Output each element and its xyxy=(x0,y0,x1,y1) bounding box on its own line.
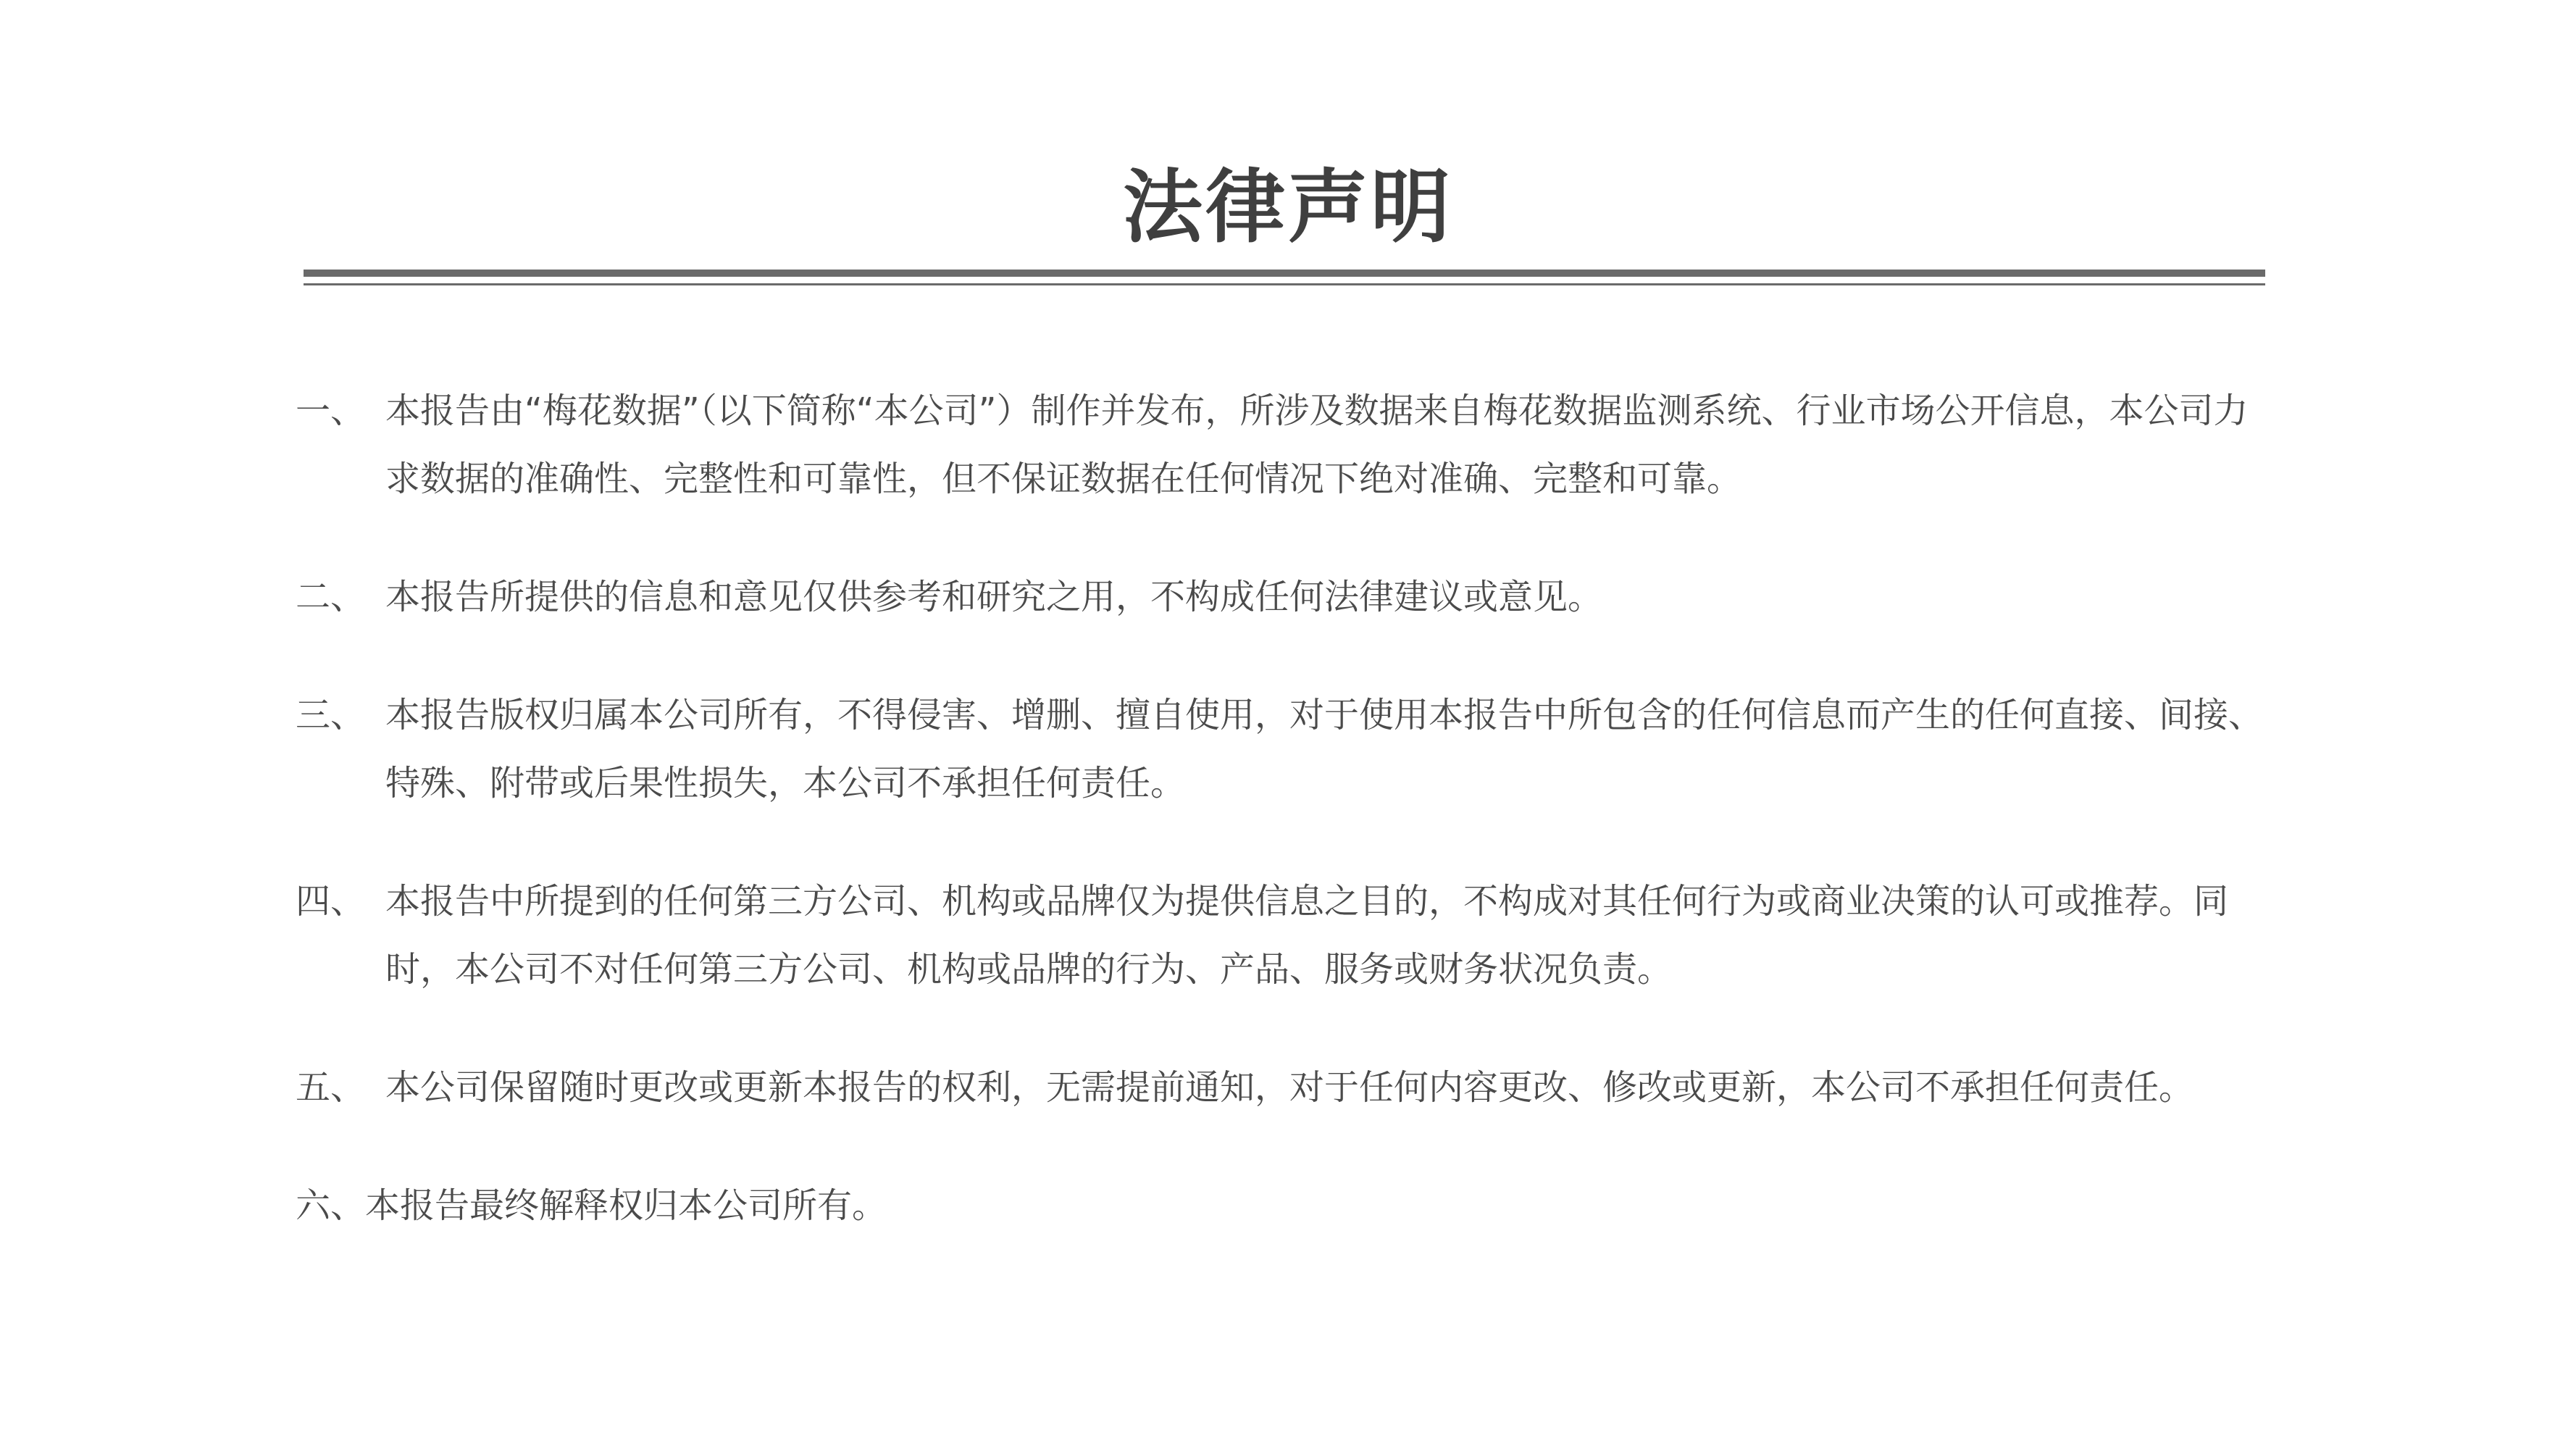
clause-text: 本报告最终解释权归本公司所有。 xyxy=(365,1185,887,1226)
clause-text: 本公司保留随时更改或更新本报告的权利，无需提前通知，对于任何内容更改、修改或更新，本公司不承担任何责任。 xyxy=(385,1067,2194,1108)
clause-text: 本报告所提供的信息和意见仅供参考和研究之用，不构成任何法律建议或意见。 xyxy=(385,577,1603,617)
legal-clause-3 xyxy=(296,681,2280,817)
title-divider-thin xyxy=(304,283,2265,285)
clause-text: 本报告中所提到的任何第三方公司、机构或品牌仅为提供信息之目的，不构成对其任何行为或商业决策的认可或推荐。同时，本公司不对任何第三方公司、机构或品牌的行为、产品、服务或财务状况负责。 xyxy=(385,881,2229,990)
legal-clause-1 xyxy=(296,377,2280,513)
clause-number: 三、 xyxy=(296,695,366,735)
clause-number: 二、 xyxy=(296,577,366,617)
clause-number: 六、 xyxy=(296,1185,366,1226)
clause-text: 本报告版权归属本公司所有，不得侵害、增删、擅自使用，对于使用本报告中所包含的任何信息而产生的任何直接、间接、特殊、附带或后果性损失，本公司不承担任何责任。 xyxy=(385,695,2264,803)
clause-text: 本报告由“梅花数据”（以下简称“本公司”）制作并发布，所涉及数据来自梅花数据监测系统、行业市场公开信息，本公司力求数据的准确性、完整性和可靠性，但不保证数据在任何情况下绝对准确、完整和可靠。 xyxy=(385,391,2249,499)
legal-clause-list xyxy=(296,377,2280,1240)
page-title: 法律声明 xyxy=(1123,160,1453,254)
legal-clause-5 xyxy=(296,1053,2280,1122)
legal-clause-4 xyxy=(296,867,2280,1003)
legal-clause-6 xyxy=(296,1172,2280,1240)
clause-number: 一、 xyxy=(296,391,366,431)
title-divider-thick xyxy=(304,270,2265,277)
legal-clause-2 xyxy=(296,563,2280,631)
clause-number: 五、 xyxy=(296,1067,366,1108)
clause-number: 四、 xyxy=(296,881,366,922)
